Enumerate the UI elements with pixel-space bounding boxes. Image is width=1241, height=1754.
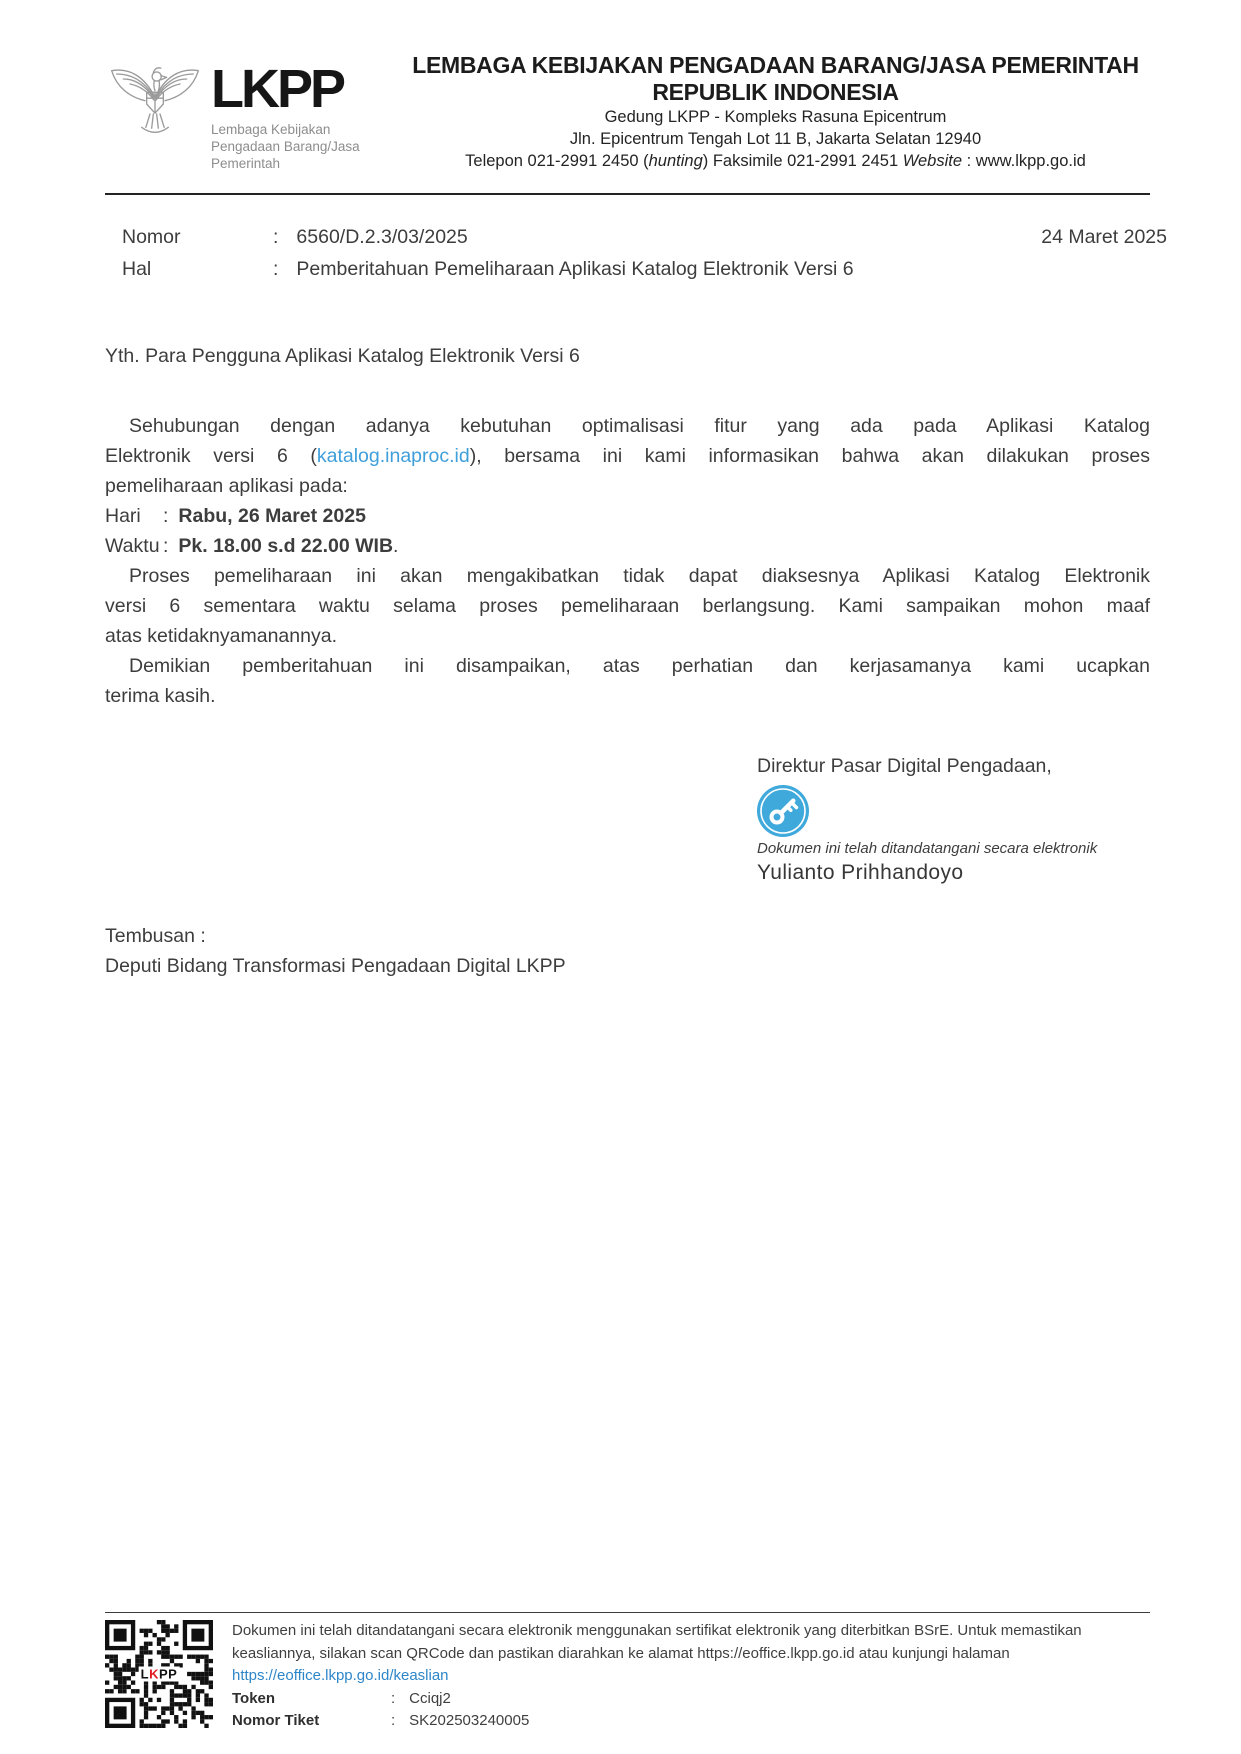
hari-value: Rabu, 26 Maret 2025 xyxy=(178,505,366,528)
tembusan-item: Deputi Bidang Transformasi Pengadaan Digital LKPP xyxy=(105,955,566,978)
garuda-emblem-icon xyxy=(105,54,205,149)
hal-value: Pemberitahuan Pemeliharaan Aplikasi Katalog Elektronik Versi 6 xyxy=(296,258,854,281)
letterhead-org-block xyxy=(401,48,1150,172)
nomor-label: Nomor xyxy=(122,226,181,249)
waktu-value: Pk. 18.00 s.d 22.00 WIB. xyxy=(178,535,399,558)
ticket-label: Nomor Tiket xyxy=(232,1712,320,1729)
letterhead xyxy=(105,48,1150,172)
esign-note: Dokumen ini telah ditandatangani secara elektronik xyxy=(757,840,1098,858)
hal-row: Hal : Pemberitahuan Pemeliharaan Aplikasi Katalog Elektronik Versi 6 xyxy=(122,253,1150,285)
keaslian-link[interactable]: https://eoffice.lkpp.go.id/keaslian xyxy=(232,1667,449,1684)
token-value: Cciqj2 xyxy=(409,1689,451,1707)
maintenance-schedule xyxy=(105,501,1150,561)
tembusan-label: Tembusan : xyxy=(105,925,206,948)
org-address-line1: Gedung LKPP - Kompleks Rasuna Epicentrum xyxy=(604,108,947,126)
footer-line1: Dokumen ini telah ditandatangani secara elektronik menggunakan sertifikat elektronik yang diterbitkan BSrE. Untuk memastikan xyxy=(232,1622,1082,1639)
lkpp-wordmark: LKPP xyxy=(211,59,344,119)
lkpp-logo xyxy=(105,48,401,172)
signatory-name: Yulianto Prihhandoyo xyxy=(757,861,964,885)
lkpp-wordmark-block xyxy=(211,59,401,172)
verification-footer xyxy=(105,1612,1150,1733)
org-contact-line: Telepon 021-2991 2450 (hunting) Faksimile 021-2991 2451 Website : www.lkpp.go.id xyxy=(465,152,1086,170)
hari-row: Hari : Rabu, 26 Maret 2025 xyxy=(105,501,1150,531)
token-row: Token : Cciqj2 xyxy=(232,1688,1082,1711)
letter-meta xyxy=(122,221,1167,285)
footer-line2: keasliannya, silakan scan QRCode dan pastikan diarahkan ke alamat https://eoffice.lkpp.go.id atau kunjungi halaman xyxy=(232,1644,1010,1662)
footer-text-block xyxy=(232,1620,1082,1733)
footer-divider xyxy=(105,1612,1150,1613)
org-address-line2: Jln. Epicentrum Tengah Lot 11 B, Jakarta Selatan 12940 xyxy=(569,130,982,148)
lkpp-wordmark-subtitle: Lembaga Kebijakan Pengadaan Barang/Jasa Pemerintah xyxy=(211,122,360,172)
org-name-line2: REPUBLIK INDONESIA xyxy=(652,79,899,105)
waktu-row: Waktu : Pk. 18.00 s.d 22.00 WIB. xyxy=(105,531,1150,561)
paragraph-3: Demikian pemberitahuan ini disampaikan, atas perhatian dan kerjasamanya kami ucapkan terima kasih. xyxy=(105,655,1150,708)
katalog-inaproc-link[interactable]: katalog.inaproc.id xyxy=(316,445,470,468)
hari-label: Hari xyxy=(105,505,141,528)
letterhead-divider xyxy=(105,193,1150,195)
letter-date: 24 Maret 2025 xyxy=(1041,226,1167,249)
signature-block xyxy=(757,751,1150,887)
ticket-value: SK202503240005 xyxy=(409,1712,530,1729)
hal-label: Hal xyxy=(122,258,152,281)
paragraph-2: Proses pemeliharaan ini akan mengakibatkan tidak dapat diaksesnya Aplikasi Katalog Elektronik versi 6 sementara waktu selama proses pemeliharaan berlangsung. Kami sampaikan mohon maaf atas ketidaknyamanannya. xyxy=(105,565,1150,648)
qr-code xyxy=(105,1620,213,1728)
nomor-value: 6560/D.2.3/03/2025 xyxy=(296,226,468,249)
recipient-line: Yth. Para Pengguna Aplikasi Katalog Elektronik Versi 6 xyxy=(105,345,580,368)
ticket-row: Nomor Tiket : SK202503240005 xyxy=(232,1710,1082,1733)
signatory-title: Direktur Pasar Digital Pengadaan, xyxy=(757,755,1052,778)
esign-key-icon xyxy=(757,785,1150,837)
qr-center-label: LKPP xyxy=(140,1666,178,1682)
token-label: Token xyxy=(232,1689,276,1707)
nomor-row: Nomor : 6560/D.2.3/03/2025 24 Maret 2025 xyxy=(122,221,1150,253)
tembusan-block xyxy=(105,921,1150,981)
waktu-label: Waktu xyxy=(105,535,160,558)
paragraph-1: Sehubungan dengan adanya kebutuhan optimalisasi fitur yang ada pada Aplikasi Katalog Elektronik versi 6 (katalog.inaproc.id), bersama ini kami informasikan bahwa akan dilakukan proses pemeliharaan aplikasi pada: xyxy=(105,415,1150,498)
org-name-line1: LEMBAGA KEBIJAKAN PENGADAAN BARANG/JASA PEMERINTAH xyxy=(412,52,1139,78)
